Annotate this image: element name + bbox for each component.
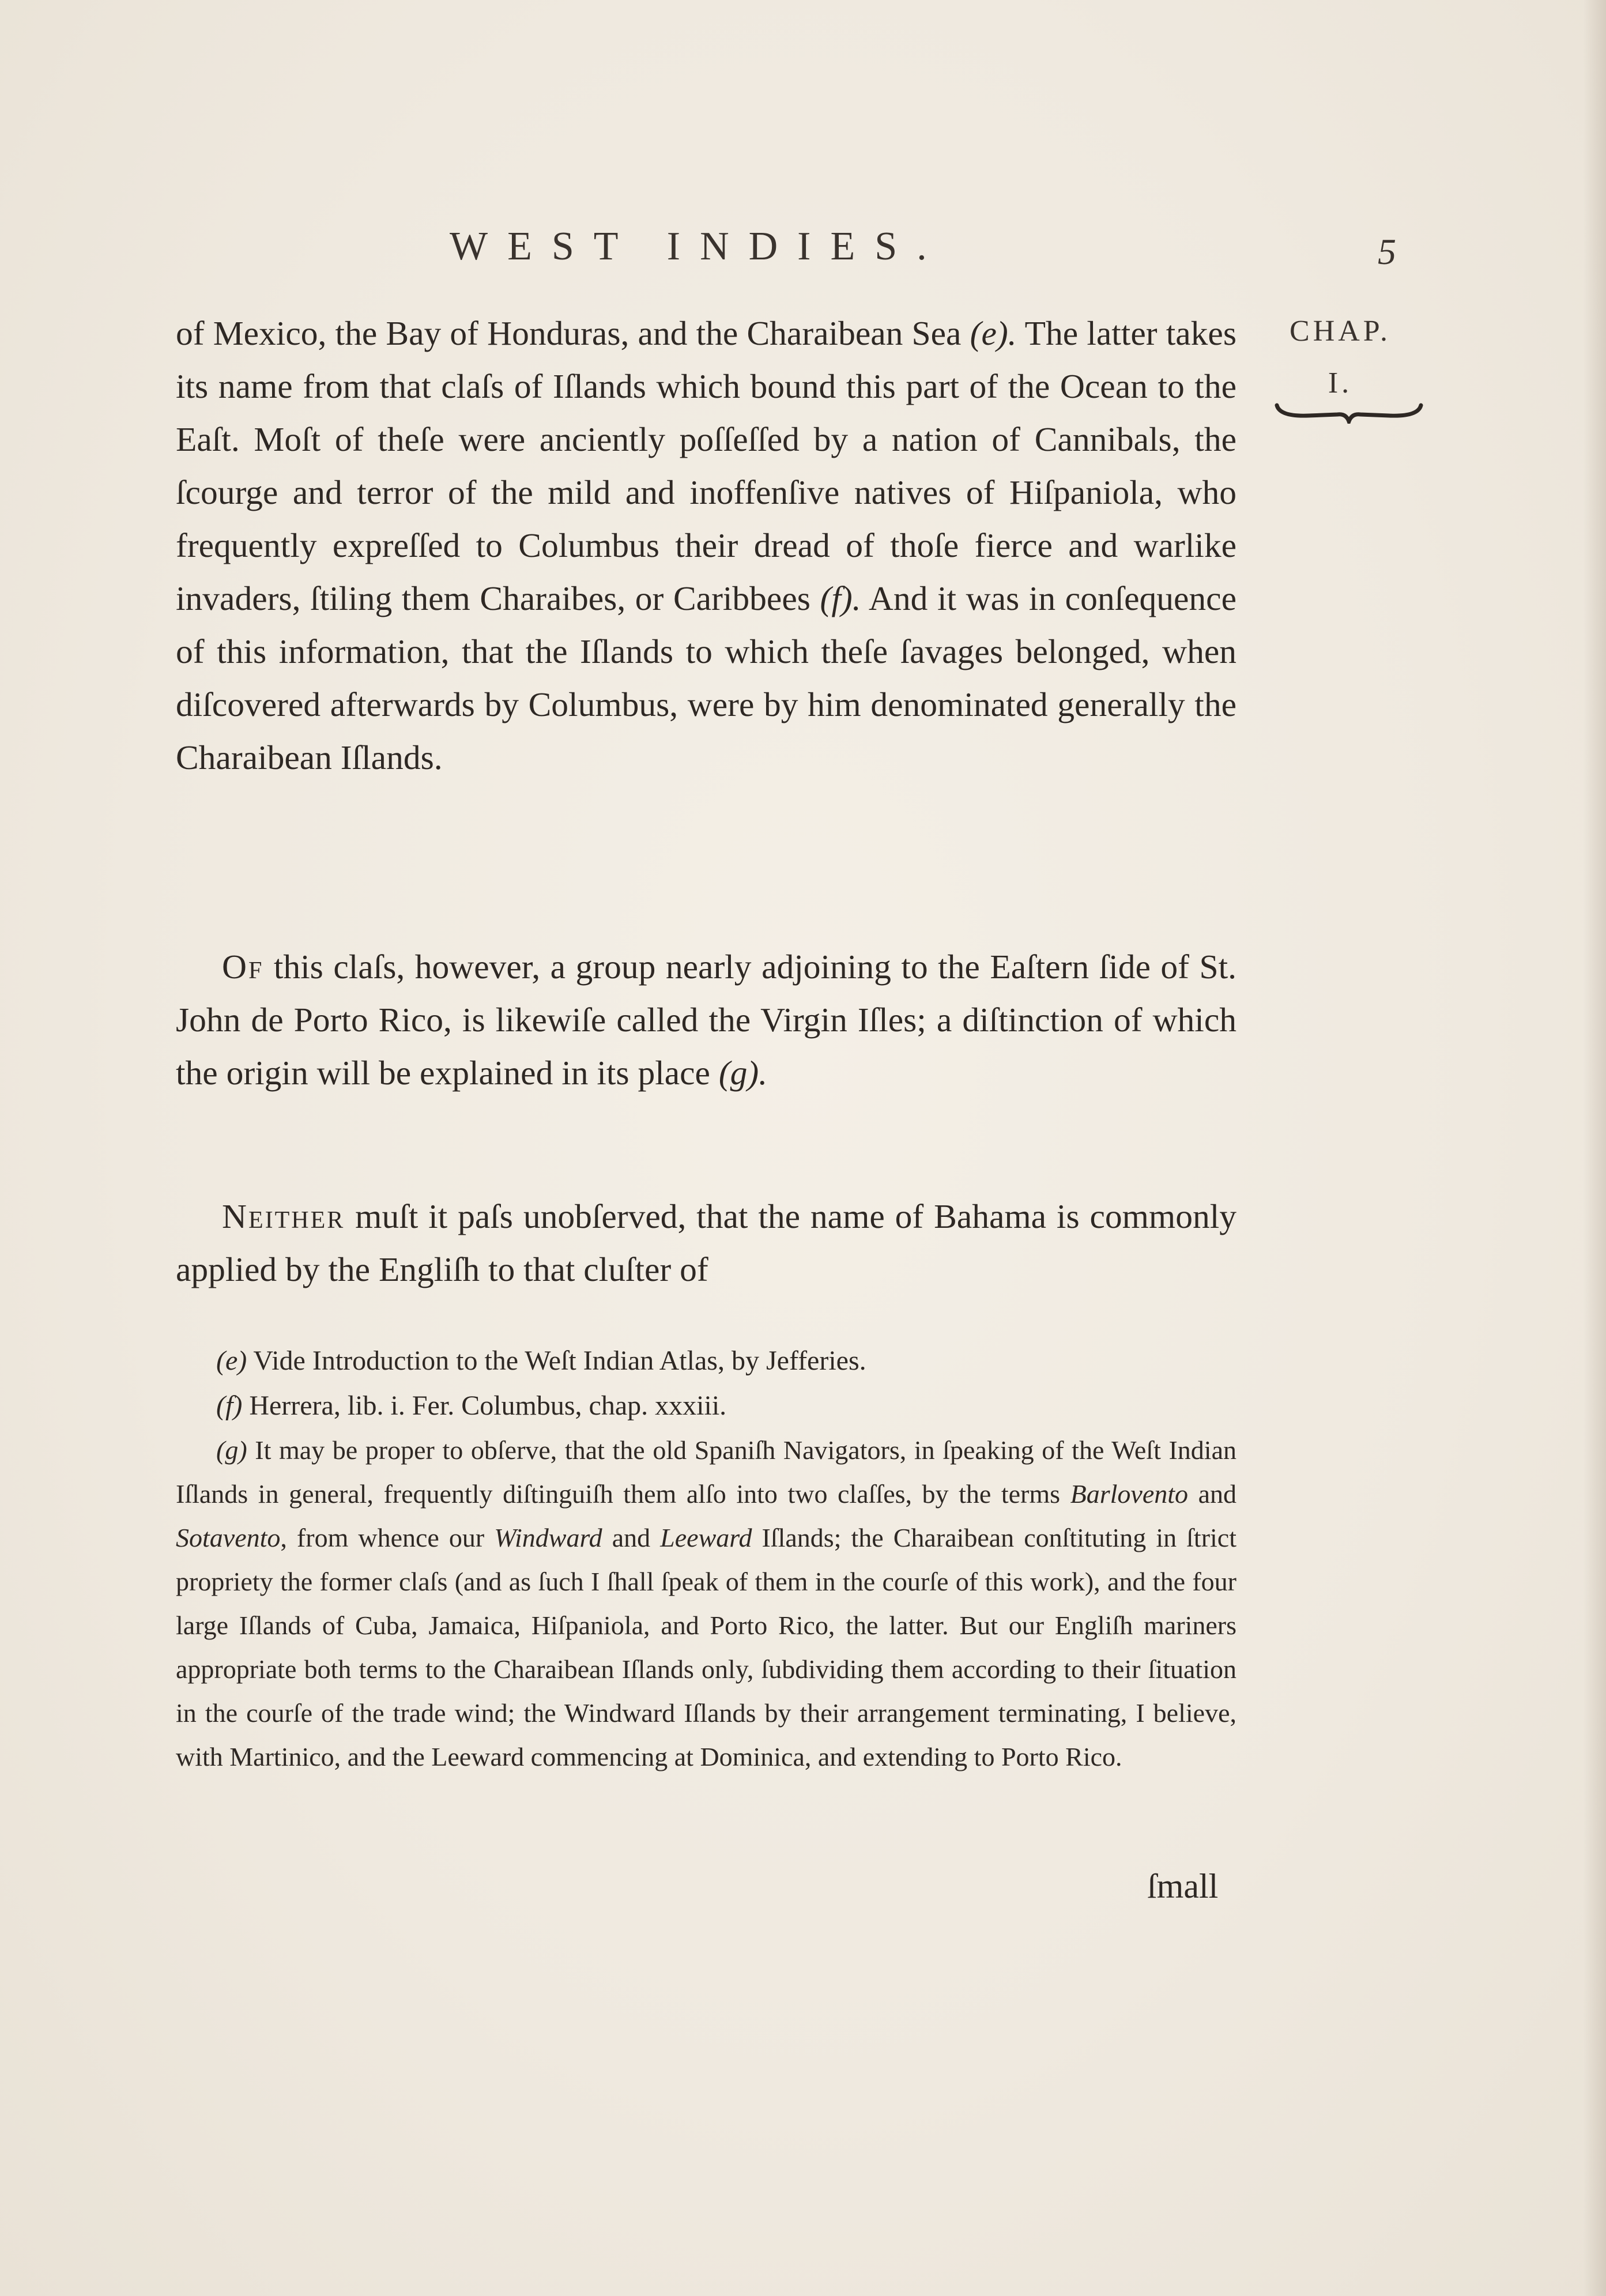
paragraph-1-text-c: And it was in conſequence of this information, that the Iſlands to which theſe ſavages belonged, when diſcovered afterwards by Columbus, were by him denominated generally the Charaibean Iſlands. <box>176 579 1237 776</box>
paragraph-3 <box>176 1190 1236 1296</box>
footnote-g-italic-3: Windward <box>494 1523 602 1552</box>
paragraph-1-text-b: The latter takes its name from that claſs of Iſlands which bound this part of the Ocean to the Eaſt. Moſt of theſe were anciently poſſeſſed by a nation of Cannibals, the ſcourge and terror of the mild and inoffenſive natives of Hiſpaniola, who frequently expreſſed to Columbus their dread of thoſe fierce and warlike invaders, ſtiling them Charaibes, or Caribbees <box>176 314 1236 617</box>
footnote-f-mark: (f) <box>216 1390 243 1421</box>
catchword: ſmall <box>1147 1867 1219 1905</box>
footnote-g-italic-2: Sotavento <box>176 1523 281 1552</box>
footnote-g-text-2: and <box>1188 1479 1236 1509</box>
paragraph-3-text: muſt it paſs unobſerved, that the name of Bahama is commonly applied by the Engliſh to that cluſter of <box>176 1197 1236 1288</box>
footnote-f <box>176 1383 1236 1428</box>
brace-ornament <box>1274 401 1424 424</box>
paragraph-3-lead: Neither <box>222 1197 345 1235</box>
paragraph-2 <box>176 940 1236 1099</box>
paragraph-2-text: this claſs, however, a group nearly adjoining to the Eaſtern ſide of St. John de Porto Rico, is likewiſe called the Virgin Iſles; a diſtinction of which the origin will be explained in its place <box>176 948 1236 1092</box>
footnote-ref-e: (e). <box>970 314 1017 352</box>
footnote-g-text-3: , from whence our <box>280 1523 495 1552</box>
footnote-g-mark: (g) <box>216 1435 247 1465</box>
page-edge-shadow <box>1583 0 1606 2296</box>
running-title: WEST INDIES. <box>450 224 947 269</box>
paragraph-1 <box>176 307 1236 784</box>
paragraph-2-lead: Of <box>222 948 264 986</box>
footnote-f-text: Herrera, lib. i. Fer. Columbus, chap. xxxiii. <box>242 1390 727 1421</box>
page-number: 5 <box>1378 231 1396 272</box>
footnotes <box>176 1339 1236 1779</box>
paragraph-1-text-a: of Mexico, the Bay of Honduras, and the Charaibean Sea <box>176 314 962 352</box>
chapter-margin-note <box>1271 306 1409 409</box>
footnote-e <box>176 1339 1236 1383</box>
footnote-g-text-5: Iſlands; the Charaibean conſtituting in ſtrict propriety the former claſs (and as ſuch I ſhall ſpeak of them in the courſe of this work), and the four large Iſlands of Cuba, Jamaica, Hiſpaniola, and Porto Rico, the latter. But our Engliſh mariners appropriate both terms to the Charaibean Iſlands only, ſubdividing them according to their ſituation in the courſe of the trade wind; the Windward Iſlands by their arrangement terminating, I believe, with Martinico, and the Leeward commencing at Dominica, and extending to Porto Rico. <box>176 1523 1236 1771</box>
footnote-g-text-1: It may be proper to obſerve, that the old Spaniſh Navigators, in ſpeaking of the Weſt Indian Iſlands in general, frequently diſtinguiſh them alſo into two claſſes, by the terms <box>176 1435 1236 1509</box>
footnote-ref-f: (f). <box>820 579 861 617</box>
footnote-g-italic-4: Leeward <box>660 1523 752 1552</box>
footnote-e-text: Vide Introduction to the Weſt Indian Atlas, by Jefferies. <box>247 1345 866 1376</box>
chapter-label: CHAP. <box>1290 315 1391 348</box>
footnote-ref-g: (g). <box>718 1054 768 1092</box>
footnote-g-text-4: and <box>602 1523 661 1552</box>
footnote-g <box>176 1428 1236 1779</box>
footnote-e-mark: (e) <box>216 1345 247 1376</box>
footnote-g-italic-1: Barlovento <box>1070 1479 1189 1509</box>
chapter-number: I. <box>1328 367 1353 399</box>
